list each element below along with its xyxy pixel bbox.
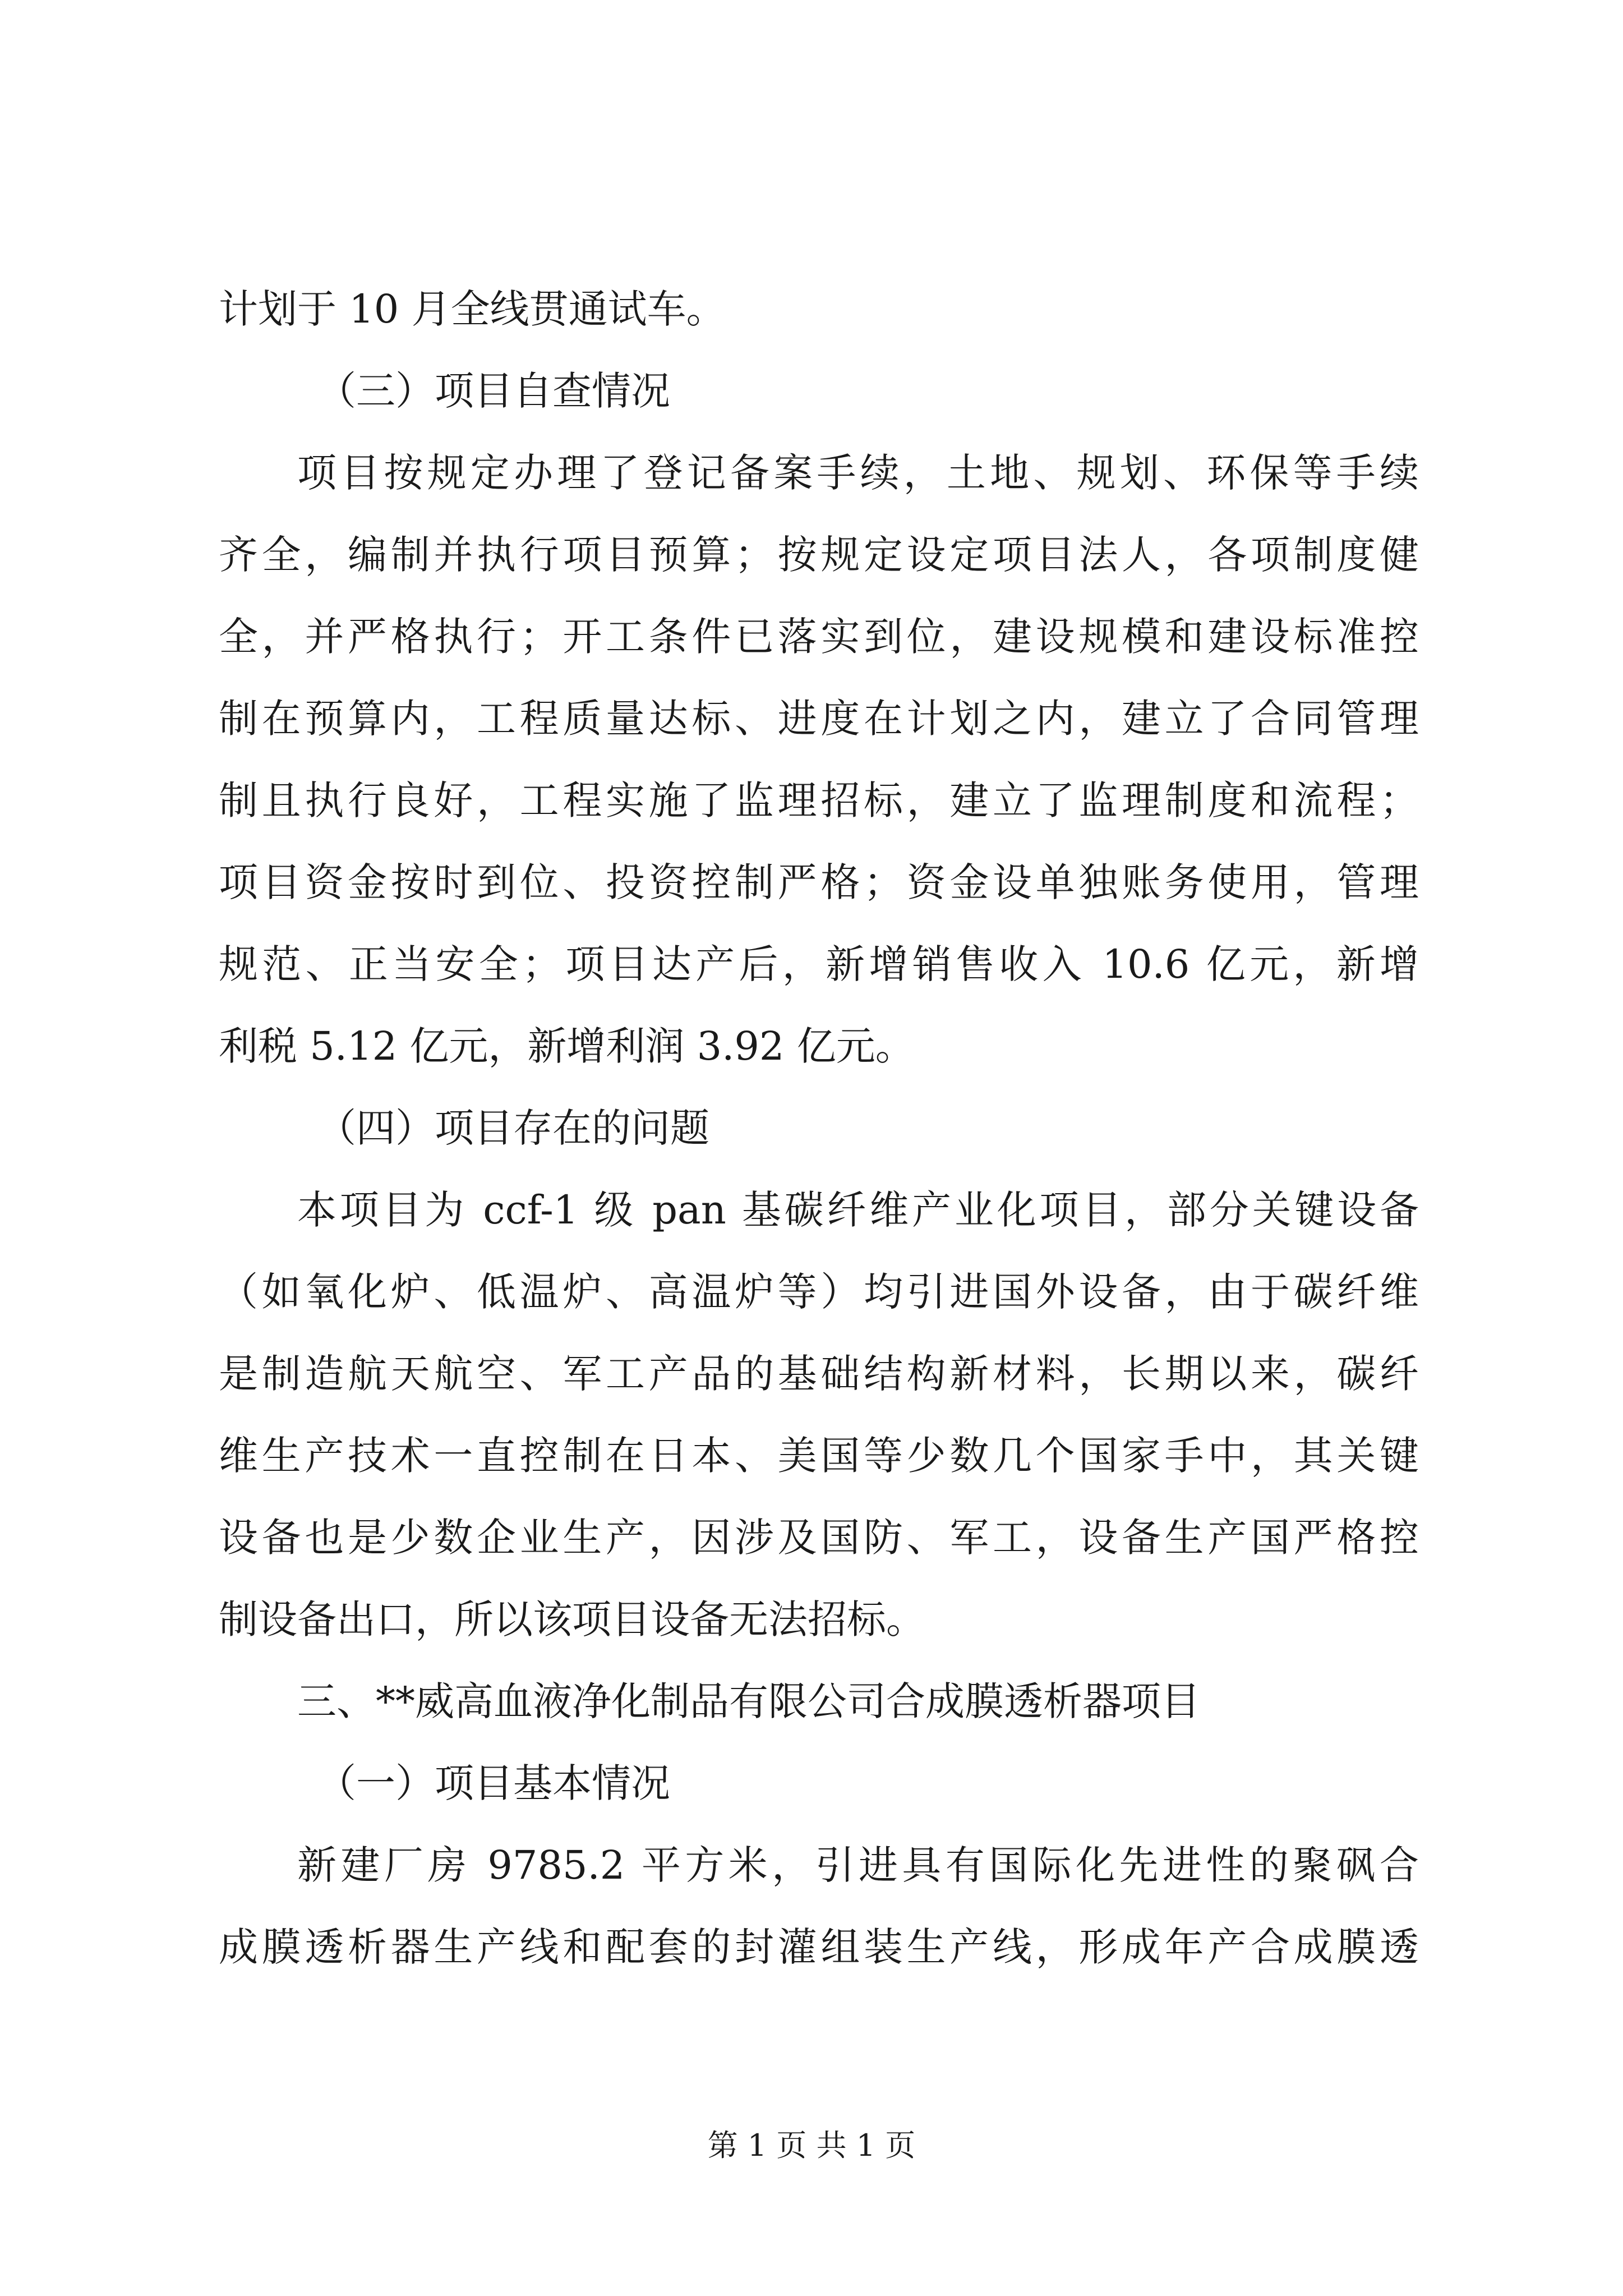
paragraph-line: （如氧化炉、低温炉、高温炉等）均引进国外设备，由于碳纤维 bbox=[219, 1269, 1419, 1315]
paragraph-line: 项目资金按时到位、投资控制严格；资金设单独账务使用，管理 bbox=[219, 859, 1419, 905]
section-heading: （三）项目自查情况 bbox=[317, 368, 670, 414]
paragraph-line: 计划于 10 月全线贯通试车。 bbox=[219, 286, 726, 332]
paragraph-line: 利税 5.12 亿元，新增利润 3.92 亿元。 bbox=[219, 1023, 915, 1069]
paragraph-line: 成膜透析器生产线和配套的封灌组装生产线，形成年产合成膜透 bbox=[219, 1924, 1419, 1970]
paragraph-line: 项目按规定办理了登记备案手续，土地、规划、环保等手续 bbox=[297, 450, 1419, 496]
paragraph-line: 制且执行良好，工程实施了监理招标，建立了监理制度和流程； bbox=[219, 777, 1419, 823]
section-heading: （四）项目存在的问题 bbox=[317, 1105, 709, 1151]
paragraph-line: 维生产技术一直控制在日本、美国等少数几个国家手中，其关键 bbox=[219, 1433, 1419, 1479]
paragraph-line: 齐全，编制并执行项目预算；按规定设定项目法人，各项制度健 bbox=[219, 532, 1419, 578]
paragraph-line: 本项目为 ccf-1 级 pan 基碳纤维产业化项目，部分关键设备 bbox=[297, 1187, 1419, 1233]
paragraph-line: 全，并严格执行；开工条件已落实到位，建设规模和建设标准控 bbox=[219, 614, 1419, 660]
paragraph-line: 规范、正当安全；项目达产后，新增销售收入 10.6 亿元，新增 bbox=[219, 941, 1419, 987]
document-body bbox=[219, 268, 1419, 1988]
paragraph-line: 制设备出口，所以该项目设备无法招标。 bbox=[219, 1596, 925, 1642]
paragraph-line: 新建厂房 9785.2 平方米，引进具有国际化先进性的聚砜合 bbox=[297, 1842, 1419, 1888]
paragraph-line: 是制造航天航空、军工产品的基础结构新材料，长期以来，碳纤 bbox=[219, 1351, 1419, 1397]
section-heading: 三、**威高血液净化制品有限公司合成膜透析器项目 bbox=[297, 1678, 1200, 1724]
paragraph-line: 设备也是少数企业生产，因涉及国防、军工，设备生产国严格控 bbox=[219, 1515, 1419, 1561]
page-footer: 第 1 页 共 1 页 bbox=[707, 2128, 916, 2163]
section-heading: （一）项目基本情况 bbox=[317, 1760, 670, 1806]
paragraph-line: 制在预算内，工程质量达标、进度在计划之内，建立了合同管理 bbox=[219, 696, 1419, 742]
